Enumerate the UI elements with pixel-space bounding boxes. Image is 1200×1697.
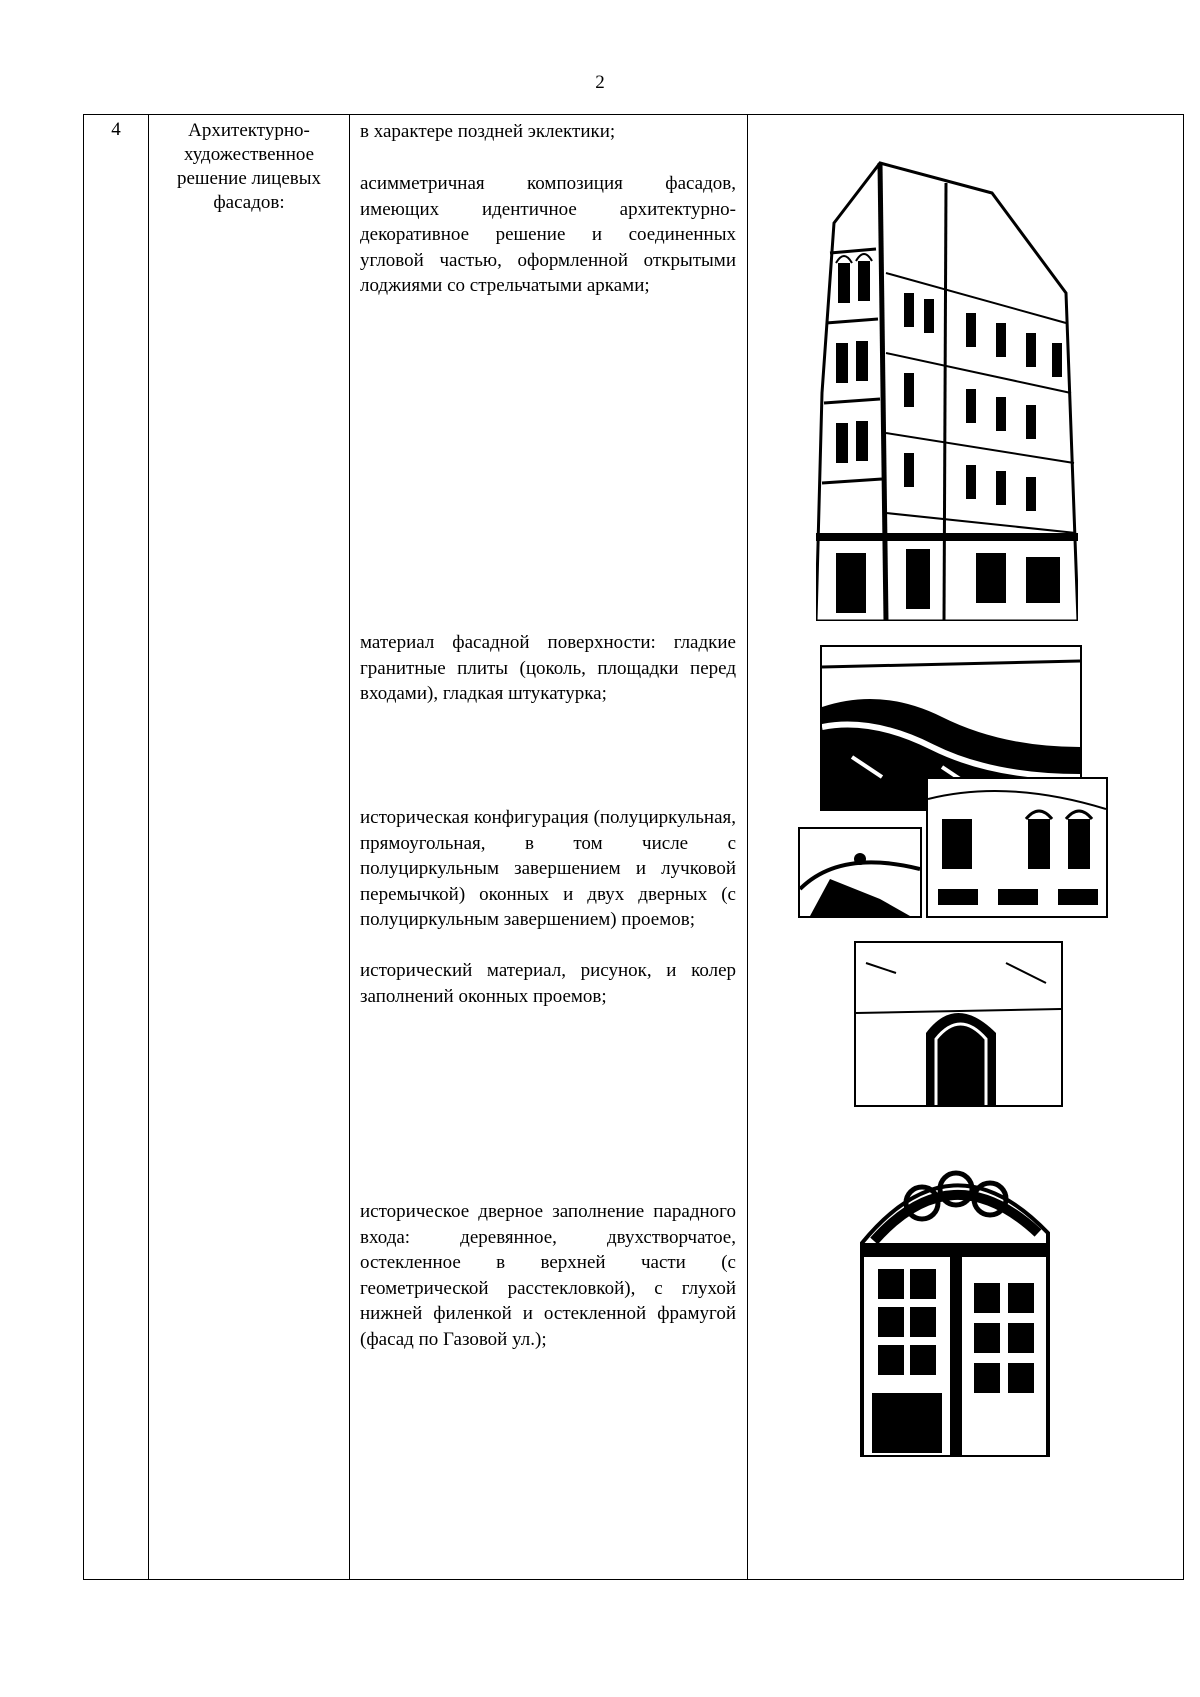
item-openings: историческая конфигурация (полуциркульная, прямоугольная, в том числе с полуциркульным завершением и лучковой перемычкой) оконных и двух дверных (с полуциркульным завершением) проемов;: [360, 807, 736, 930]
row-name: Архитектурно-художественное решение лицевых фасадов:: [149, 115, 350, 1580]
entrance-door-photo: [852, 1133, 1058, 1457]
item-eclecticism: в характере поздней эклектики;: [360, 121, 616, 142]
building-photo: [816, 153, 1078, 621]
arched-doorway-photo: [854, 941, 1063, 1107]
photo-column: [748, 115, 1184, 1580]
monument-subject-table: [83, 114, 1184, 1580]
item-composition: асимметричная композиция фасадов, имеющих идентичное архитектурно-декоративное решение и соединенных угловой частью, оформленной открытыми лоджиями со стрельчатыми арками;: [360, 173, 736, 296]
facade-windows-photo: [926, 777, 1108, 918]
page-number: 2: [595, 72, 605, 93]
item-material: материал фасадной поверхности: гладкие гранитные плиты (цоколь, площадки перед входами), гладкая штукатурка;: [360, 632, 736, 704]
item-door: историческое дверное заполнение парадного входа: деревянное, двухстворчатое, остекленное в верхней части (с геометрической расстекловкой), с глухой нижней филенкой и остекленной фрамугой (фасад по Газовой ул.);: [360, 1201, 736, 1350]
item-window-fillings: исторический материал, рисунок, и колер заполнений оконных проемов;: [360, 960, 736, 1007]
table-row: [84, 115, 1184, 1580]
row-description: [350, 115, 748, 1580]
window-detail-photo: [798, 827, 922, 918]
row-number: 4: [84, 115, 149, 1580]
